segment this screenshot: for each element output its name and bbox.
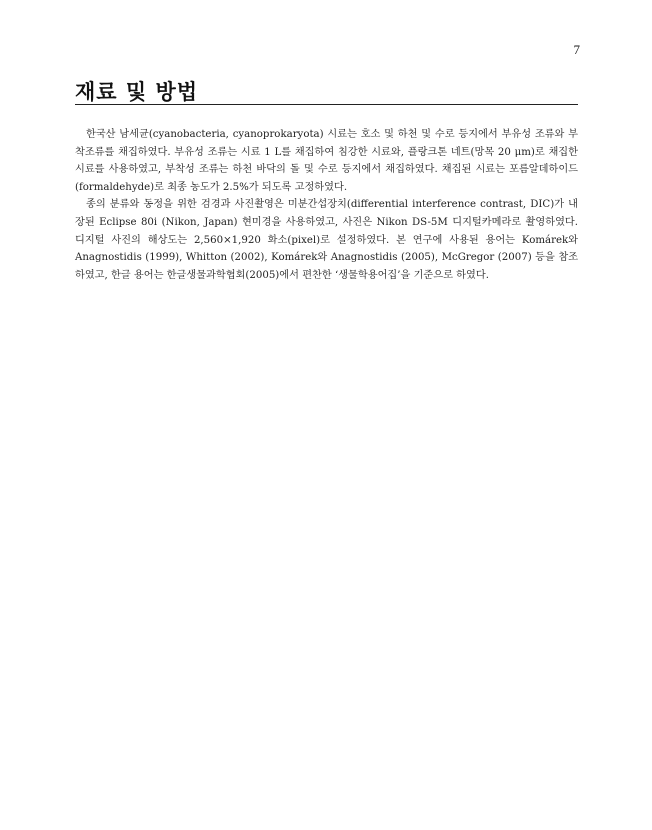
page-number: 7 — [573, 42, 580, 57]
section-heading: 재료 및 방법 — [75, 79, 199, 104]
heading-rule — [75, 104, 578, 105]
body-text — [75, 126, 578, 284]
paragraph-identification: 종의 분류와 동정을 위한 검경과 사진촬영은 미분간섭장치(differential interference contrast, DIC)가 내장된 Eclipse 80i (Nikon, Japan) 현미경을 사용하였고, 사진은 Nikon DS-5M 디지털카메라로 촬영하였다. 디지털 사진의 해상도는 2,560×1,920 화소(pixel)로 설정하였다. 본 연구에 사용된 용어는 Komárek와 Anagnostidis (1999), Whitton (2002), Komárek와 Anagnostidis (2005), McGregor (2007) 등을 참조하였고, 한글 용어는 한글생물과학협회(2005)에서 편찬한 ‘생물학용어집’을 기준으로 하였다. — [75, 199, 578, 281]
paragraph-sampling: 한국산 남세균(cyanobacteria, cyanoprokaryota) 시료는 호소 및 하천 및 수로 등지에서 부유성 조류와 부착조류를 채집하였다. 부유성 조류는 시료 1 L를 채집하여 침강한 시료와, 플랑크톤 네트(망목 20 μm)로 채집한 시료를 사용하였고, 부착성 조류는 하천 바닥의 돌 및 수로 등지에서 채집하였다. 채집된 시료는 포름알데하이드(formaldehyde)로 최종 농도가 2.5%가 되도록 고정하였다. — [75, 129, 578, 193]
